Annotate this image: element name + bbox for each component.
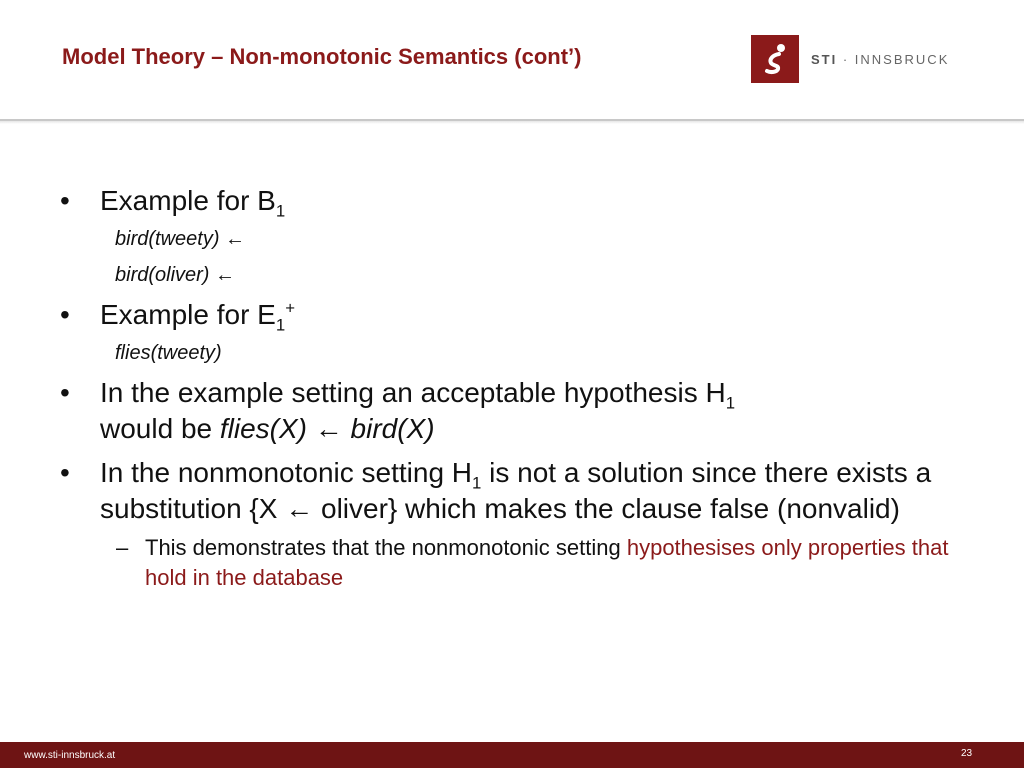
slide-body [60, 183, 980, 593]
fact-text: bird(tweety) [115, 228, 220, 250]
sub-bullet-demonstration [60, 533, 980, 593]
bullet-example-b1 [60, 183, 980, 219]
bullet-example-e1 [60, 297, 980, 333]
bullet-text-cont: is not a solution since there exists a substitution {X ← oliver} which makes the clause false (nonvalid) [100, 457, 932, 524]
fact-text: flies(tweety) [115, 342, 222, 364]
bullet-dot: • [60, 377, 70, 408]
bullet-text-cont: would be [100, 413, 220, 444]
bullet-nonmonotonic [60, 455, 980, 527]
slide-title: Model Theory – Non-monotonic Semantics (cont’) [62, 44, 582, 69]
logo-text [811, 52, 949, 67]
fact-bird-tweety [60, 225, 980, 253]
dash-marker: – [116, 535, 129, 560]
bullet-text: In the example setting an acceptable hypothesis H [100, 377, 726, 408]
bullet-text: Example for B [100, 185, 276, 216]
logo-place: INNSBRUCK [854, 51, 950, 67]
bullet-dot: • [60, 185, 70, 216]
fact-bird-oliver [60, 261, 980, 289]
footer-bar [0, 742, 1024, 768]
subscript: 1 [472, 473, 482, 493]
logo-separator: · [837, 51, 855, 67]
bullet-text: In the nonmonotonic setting H [100, 457, 473, 488]
highlighted-text: hypothesises only properties that hold in the database [145, 535, 949, 590]
footer-url: www.sti-innsbruck.at [24, 750, 116, 761]
sti-logo [751, 34, 949, 84]
subscript: 1 [275, 201, 286, 221]
bullet-dot: • [60, 457, 70, 488]
subscript: 1 [725, 393, 736, 413]
superscript: + [285, 298, 296, 318]
left-arrow: ← [225, 228, 246, 250]
sti-figure-icon [751, 35, 799, 83]
hypothesis-formula: flies(X) ← bird(X) [219, 413, 435, 444]
subscript: 1 [275, 315, 286, 335]
header-divider-shadow [0, 121, 1024, 124]
bullet-dot: • [60, 299, 70, 330]
left-arrow: ← [215, 264, 236, 286]
bullet-text: Example for E [100, 299, 276, 330]
logo-brand: STI [811, 51, 838, 67]
fact-text: bird(oliver) [115, 264, 210, 286]
dash-text: This demonstrates that the nonmonotonic setting [145, 535, 627, 560]
page-number: 23 [961, 748, 973, 759]
bullet-acceptable-hypothesis [60, 375, 980, 447]
fact-flies-tweety [60, 339, 980, 367]
